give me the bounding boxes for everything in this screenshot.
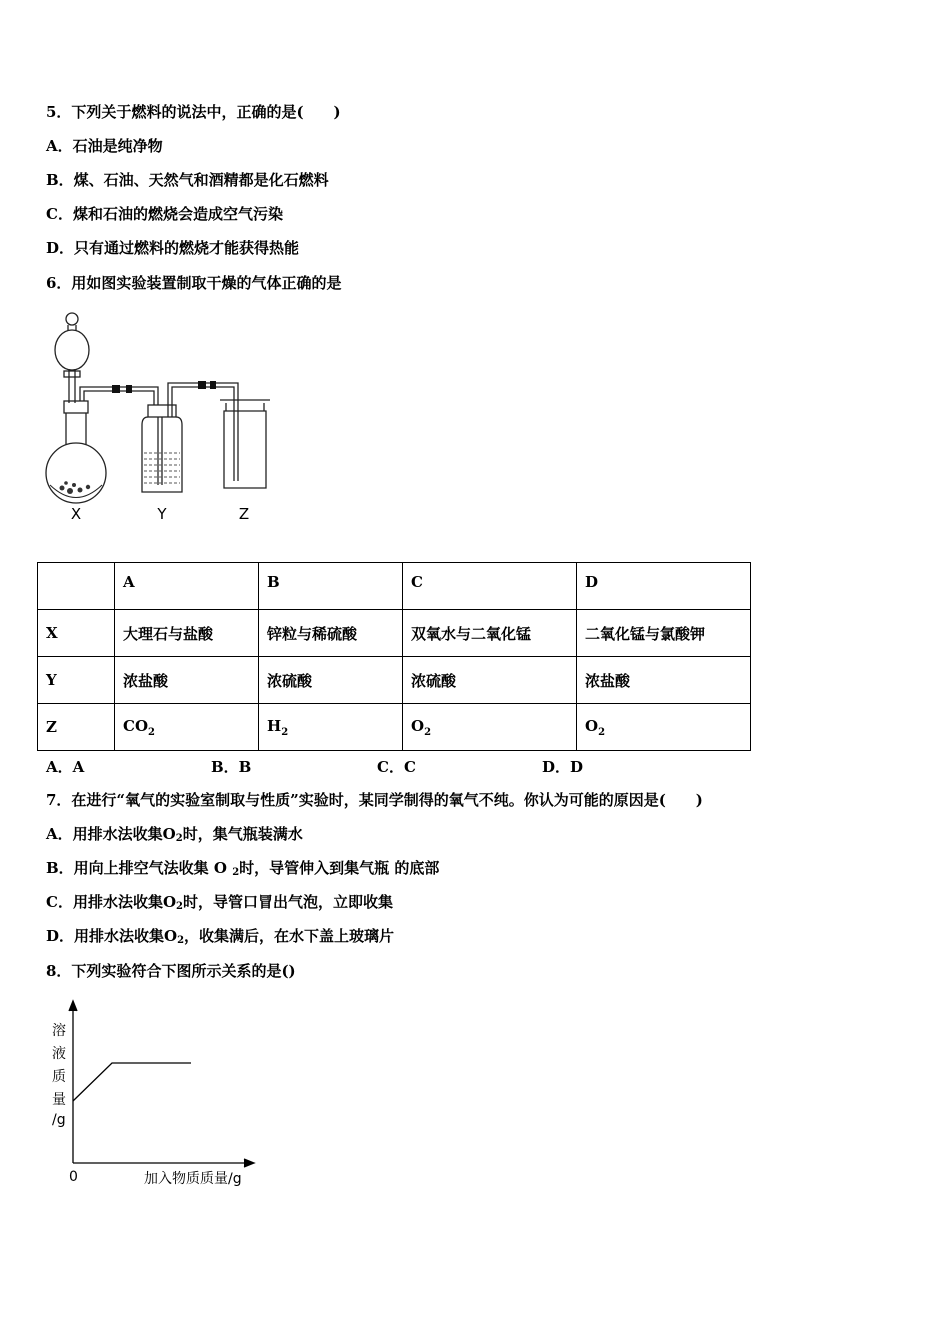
q7-option-d: D．用排水法收集$O_2$，收集满后，在水下盖上玻璃片	[46, 927, 395, 946]
table-cell: 浓硫酸	[259, 657, 403, 704]
q6-answer-b: B．B	[211, 758, 252, 776]
table-cell: 二氧化锰与氯酸钾	[577, 610, 751, 657]
table-cell: Y	[38, 657, 115, 704]
table-cell: 双氧水与二氧化锰	[403, 610, 577, 657]
apparatus-label-x: X	[70, 505, 82, 523]
graph-origin: 0	[69, 1169, 78, 1185]
q5-option-b: B．煤、石油、天然气和酒精都是化石燃料	[46, 171, 329, 189]
q5-option-d: D．只有通过燃料的燃烧才能获得热能	[46, 239, 300, 257]
solution-mass-graph	[40, 995, 270, 1195]
table-cell: 浓硫酸	[403, 657, 577, 704]
table-cell: D	[577, 563, 751, 610]
table-cell: $O_2$	[577, 704, 751, 751]
y-label-char: 液	[52, 1046, 66, 1062]
y-axis-arrow	[69, 1001, 77, 1011]
mass-curve	[73, 1063, 191, 1101]
q6-stem: 6．用如图实验装置制取干燥的气体正确的是	[46, 274, 342, 292]
q5-option-a: A．石油是纯净物	[46, 137, 163, 155]
q7-option-a: A．用排水法收集$O_2$时，集气瓶装满水	[46, 825, 303, 844]
gas-apparatus-figure	[40, 305, 280, 530]
table-cell: B	[259, 563, 403, 610]
apparatus-label-y: Y	[157, 505, 167, 523]
x-axis-arrow	[244, 1159, 254, 1167]
q7-option-b: B．用向上排空气法收集 O $_2$时，导管伸入到集气瓶 的底部	[46, 859, 440, 878]
y-label-char: 溶	[52, 1023, 66, 1039]
table-cell: $H_2$	[259, 704, 403, 751]
table-cell: X	[38, 610, 115, 657]
q6-answer-c: C．C	[377, 758, 416, 776]
x-axis-label: 加入物质质量/g	[144, 1171, 242, 1187]
table-cell: C	[403, 563, 577, 610]
table-cell: Z	[38, 704, 115, 751]
q6-options-table	[37, 562, 751, 751]
q5-option-c: C．煤和石油的燃烧会造成空气污染	[46, 205, 283, 223]
q6-answer-d: D．D	[542, 758, 584, 776]
table-cell: 大理石与盐酸	[115, 610, 259, 657]
table-cell: $CO_2$	[115, 704, 259, 751]
q7-stem: 7．在进行“氧气的实验室制取与性质”实验时，某同学制得的氧气不纯。你认为可能的原因是( )	[46, 791, 703, 809]
table-cell: A	[115, 563, 259, 610]
table-cell: 浓盐酸	[577, 657, 751, 704]
table-row	[38, 563, 751, 610]
y-label-char: 量	[52, 1092, 66, 1108]
q6-answer-a: A．A	[46, 758, 85, 776]
table-row	[38, 657, 751, 704]
table-row	[38, 704, 751, 751]
apparatus-label-z: Z	[238, 505, 250, 523]
table-cell: 锌粒与稀硫酸	[259, 610, 403, 657]
table-cell: 浓盐酸	[115, 657, 259, 704]
q5-stem: 5．下列关于燃料的说法中，正确的是( )	[46, 103, 341, 121]
table-row	[38, 610, 751, 657]
q8-stem: 8．下列实验符合下图所示关系的是()	[46, 962, 296, 980]
table-cell: $O_2$	[403, 704, 577, 751]
y-label-char: 质	[52, 1069, 66, 1085]
q7-option-c: C．用排水法收集$O_2$时，导管口冒出气泡，立即收集	[46, 893, 393, 912]
y-label-char: /g	[52, 1112, 66, 1128]
table-cell	[38, 563, 115, 610]
